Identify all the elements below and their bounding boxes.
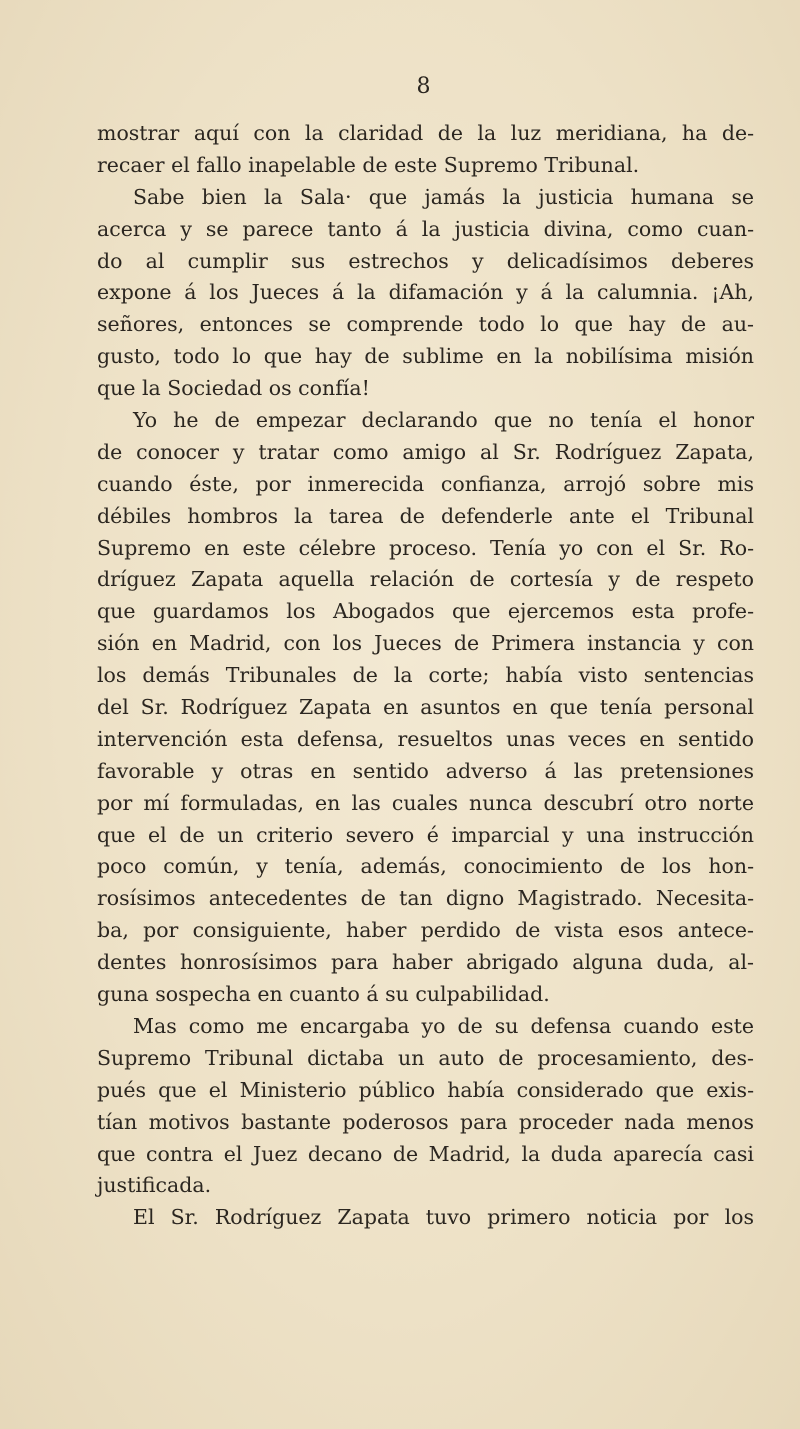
text-line: mostrar aquí con la claridad de la luz meridiana, ha de-	[97, 121, 754, 145]
text-line: gusto, todo lo que hay de sublime en la nobilísima misión	[97, 344, 754, 369]
text-line: débiles hombros la tarea de defenderle ante el Tribunal	[97, 503, 754, 528]
text-line: recaer el fallo inapelable de este Supremo Tribunal.	[97, 152, 640, 177]
text-line: pués que el Ministerio público había considerado que exis-	[97, 1077, 754, 1102]
text-line: El Sr. Rodríguez Zapata tuvo primero noticia por los	[133, 1205, 754, 1230]
text-line: intervención esta defensa, resueltos unas veces en sentido	[97, 726, 754, 751]
text-line: expone á los Jueces á la difamación y á la calumnia. ¡Ah,	[97, 280, 754, 305]
text-line: do al cumplir sus estrechos y delicadísimos deberes	[97, 248, 754, 273]
text-line: Supremo Tribunal dictaba un auto de procesamiento, des-	[97, 1045, 754, 1070]
text-line: acerca y se parece tanto á la justicia divina, como cuan-	[97, 216, 754, 241]
text-line: guna sospecha en cuanto á su culpabilidad.	[97, 982, 550, 1007]
text-line: Supremo en este célebre proceso. Tenía yo con el Sr. Ro-	[97, 535, 754, 560]
text-line: cuando éste, por inmerecida confianza, arrojó sobre mis	[97, 471, 754, 496]
text-line: dríguez Zapata aquella relación de cortesía y de respeto	[97, 567, 754, 592]
text-line: del Sr. Rodríguez Zapata en asuntos en que tenía personal	[97, 695, 754, 720]
text-line: favorable y otras en sentido adverso á las pretensiones	[97, 758, 754, 783]
text-line: poco común, y tenía, además, conocimiento de los hon-	[97, 854, 754, 879]
text-line: por mí formuladas, en las cuales nunca descubrí otro norte	[97, 790, 754, 815]
text-line: que la Sociedad os confía!	[97, 376, 370, 401]
text-line: sión en Madrid, con los Jueces de Primera instancia y con	[97, 631, 754, 656]
text-line: que guardamos los Abogados que ejercemos esta profe-	[97, 599, 754, 624]
text-line: ba, por consiguiente, haber perdido de vista esos antece-	[97, 918, 754, 943]
text-line: de conocer y tratar como amigo al Sr. Rodríguez Zapata,	[97, 439, 754, 464]
text-line: tían motivos bastante poderosos para proceder nada menos	[97, 1109, 754, 1134]
text-line: los demás Tribunales de la corte; había visto sentencias	[97, 663, 754, 688]
body-text	[97, 118, 754, 1234]
text-line: rosísimos antecedentes de tan digno Magistrado. Necesita-	[97, 886, 754, 911]
text-line: Yo he de empezar declarando que no tenía el honor	[133, 408, 754, 433]
text-line: dentes honrosísimos para haber abrigado alguna duda, al-	[97, 950, 754, 975]
text-line: Sabe bien la Sala· que jamás la justicia humana se	[133, 184, 754, 209]
page-number: 8	[416, 74, 432, 99]
text-line: que contra el Juez decano de Madrid, la duda aparecía casi	[97, 1141, 754, 1166]
text-line: Mas como me encargaba yo de su defensa cuando este	[133, 1013, 754, 1038]
text-line: justificada.	[97, 1173, 212, 1198]
text-line: señores, entonces se comprende todo lo que hay de au-	[97, 312, 754, 337]
text-line: que el de un criterio severo é imparcial y una instrucción	[97, 822, 754, 847]
